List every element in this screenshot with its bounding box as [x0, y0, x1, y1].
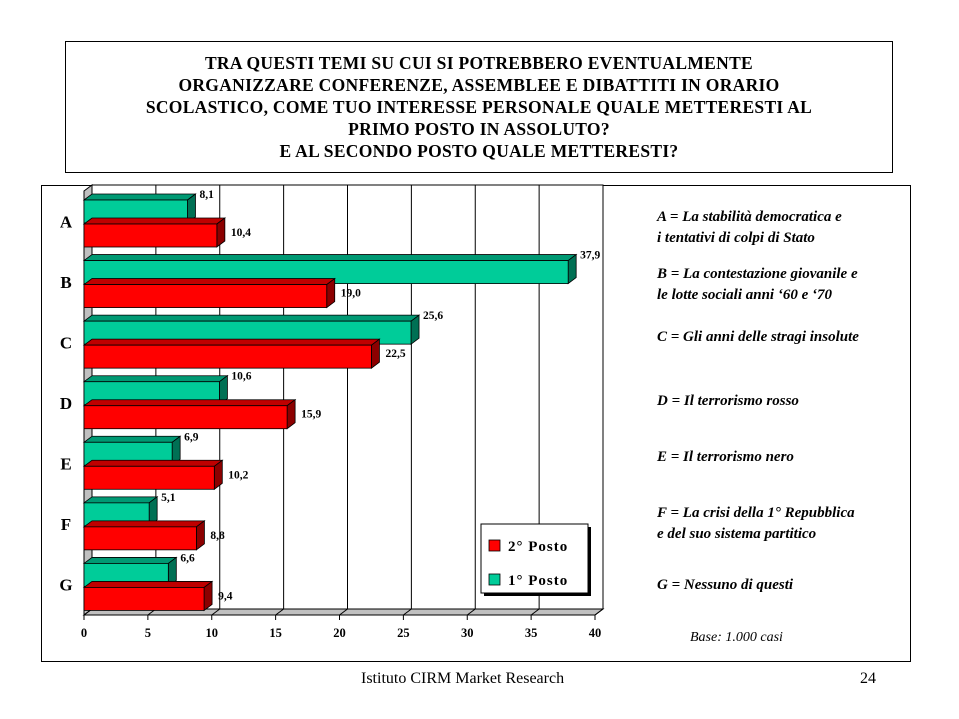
bar-top-primo	[84, 436, 180, 442]
data-label-primo: 6,6	[180, 552, 195, 565]
bar-secondo	[84, 285, 327, 308]
data-label-primo: 25,6	[423, 310, 444, 323]
bar-top-secondo	[84, 339, 379, 345]
description-line: D = Il terrorismo rosso	[657, 393, 799, 409]
category-label: E	[60, 454, 72, 474]
bar-top-primo	[84, 497, 157, 503]
x-tick-label: 35	[524, 626, 538, 640]
x-tick-label: 20	[333, 626, 346, 640]
legend-label: 2° Posto	[508, 539, 569, 555]
description-line: E = Il terrorismo nero	[657, 449, 794, 465]
x-tick-label: 0	[80, 626, 88, 640]
bar-secondo	[84, 406, 287, 429]
bar-top-secondo	[84, 400, 295, 406]
x-tick-label: 10	[205, 626, 218, 640]
bar-top-primo	[84, 557, 176, 563]
bar-secondo	[84, 587, 204, 610]
data-label-primo: 6,9	[184, 431, 199, 444]
bar-top-secondo	[84, 279, 335, 285]
category-label: B	[60, 272, 72, 292]
category-label: C	[59, 333, 73, 353]
data-label-primo: 10,6	[231, 370, 252, 383]
description-line: G = Nessuno di questi	[657, 577, 794, 593]
title-line: PRIMO POSTO IN ASSOLUTO?	[348, 119, 610, 139]
description-line: le lotte sociali anni ‘60 e ‘70	[657, 287, 832, 303]
data-label-secondo: 9,4	[218, 590, 233, 603]
description-g	[657, 575, 793, 596]
description-b	[657, 264, 858, 306]
description-d	[657, 391, 799, 412]
title-line: SCOLASTICO, COME TUO INTERESSE PERSONALE QUALE METTERESTI AL	[145, 97, 813, 117]
bar-secondo	[84, 224, 217, 247]
description-f	[657, 503, 855, 545]
data-label-primo: 37,9	[580, 249, 601, 262]
x-tick-label: 15	[269, 626, 282, 640]
category-label: D	[59, 394, 73, 413]
title-line: E AL SECONDO POSTO QUALE METTERESTI?	[279, 141, 679, 161]
data-label-secondo: 19,0	[340, 287, 361, 300]
bar-secondo	[84, 527, 196, 550]
description-e	[657, 447, 794, 468]
bar-top-primo	[84, 376, 227, 382]
description-c	[657, 327, 859, 348]
bar-top-primo	[84, 255, 576, 261]
bar-secondo	[84, 466, 214, 489]
footer-source: Istituto CIRM Market Research	[361, 670, 565, 687]
bar-secondo	[84, 345, 371, 368]
description-line: i tentativi di colpi di Stato	[657, 230, 815, 246]
title-line: TRA QUESTI TEMI SU CUI SI POTREBBERO EVENTUALMENTE	[204, 53, 754, 73]
x-tick-label: 25	[397, 626, 410, 640]
x-tick-label: 30	[461, 626, 474, 640]
description-line: e del suo sistema partitico	[657, 526, 817, 542]
category-label: F	[60, 515, 72, 535]
data-label-primo: 8,1	[199, 189, 214, 201]
description-line: F = La crisi della 1° Repubblica	[657, 505, 855, 521]
data-label-secondo: 10,2	[228, 469, 249, 482]
description-a	[657, 207, 842, 249]
x-tick-label: 40	[588, 626, 602, 640]
page-number: 24	[860, 670, 876, 687]
bar-top-secondo	[84, 521, 204, 527]
category-label: A	[59, 212, 73, 232]
title-line: ORGANIZZARE CONFERENZE, ASSEMBLEE E DIBATTITI IN ORARIO	[178, 75, 780, 95]
data-label-secondo: 15,9	[301, 408, 322, 421]
bar-top-secondo	[84, 581, 212, 587]
legend-swatch	[489, 540, 500, 551]
data-label-secondo: 22,5	[385, 348, 406, 361]
base-note: Base: 1.000 casi	[690, 630, 783, 645]
data-label-secondo: 8,8	[210, 529, 225, 542]
bar-top-secondo	[84, 460, 222, 466]
data-label-secondo: 10,4	[230, 227, 251, 239]
bar-top-secondo	[84, 218, 225, 224]
x-tick-label: 5	[144, 626, 151, 640]
bar-top-primo	[84, 194, 195, 200]
description-line: C = Gli anni delle stragi insolute	[657, 329, 859, 345]
legend-label: 1° Posto	[508, 573, 569, 589]
bar-top-primo	[84, 315, 419, 321]
description-line: B = La contestazione giovanile e	[657, 266, 858, 282]
data-label-primo: 5,1	[161, 491, 176, 504]
legend-swatch	[489, 574, 500, 585]
category-label: G	[59, 575, 73, 595]
description-line: A = La stabilità democratica e	[657, 209, 842, 225]
